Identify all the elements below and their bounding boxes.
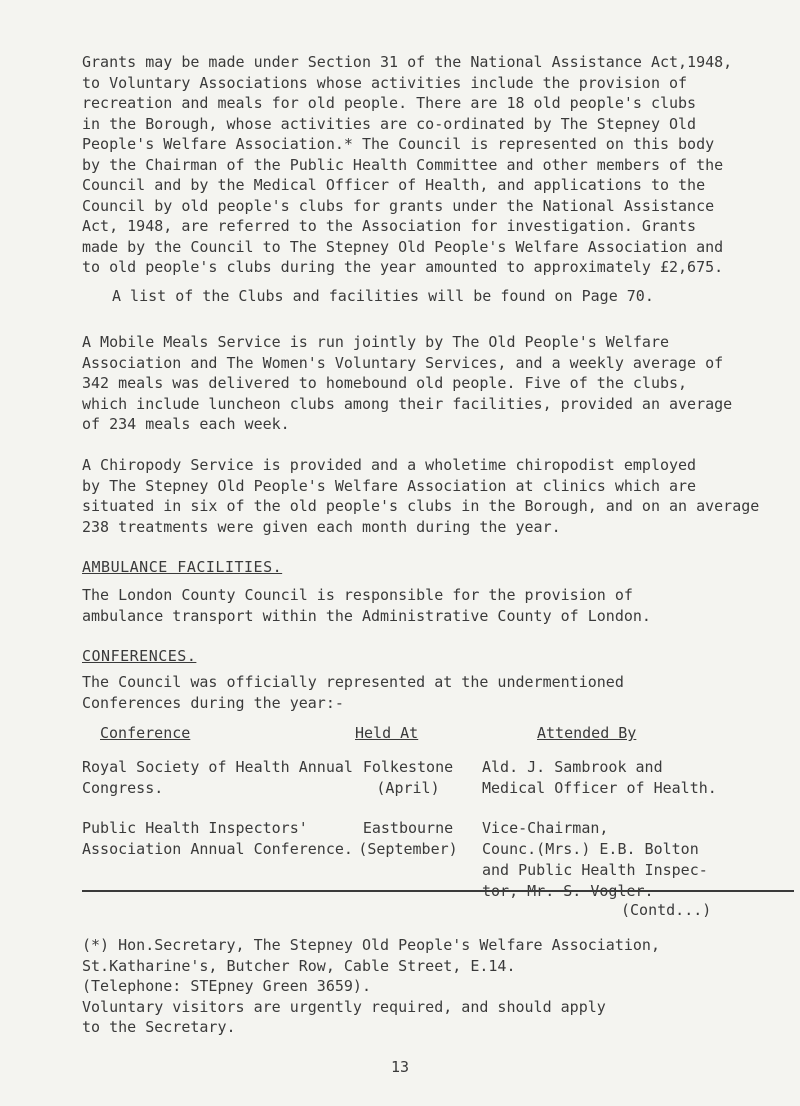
table-header-conference: Conference <box>100 724 191 742</box>
table-row-1-attended-by: Ald. J. Sambrook and Medical Officer of Health. <box>482 758 717 797</box>
conferences-intro <box>82 672 782 713</box>
table-row-2-held-at: Eastbourne (September) <box>358 819 458 858</box>
clubs-list-paragraph: A list of the Clubs and facilities will be found on Page 70. <box>112 287 654 305</box>
footnote: (*) Hon.Secretary, The Stepney Old People's Welfare Association, St.Katharine's, Butcher Row, Cable Street, E.14. (Telephone: STEpney Green 3659). Voluntary visitors are urgently required, and should apply to the Secretary. <box>82 936 660 1036</box>
ambulance-paragraph <box>82 585 782 626</box>
chiropody-paragraph <box>82 455 782 537</box>
table-header-held-at: Held At <box>355 724 419 742</box>
grants-paragraph: Grants may be made under Section 31 of the National Assistance Act,1948, to Voluntary Associations whose activities include the provision of recreation and meals for old people. There are 18 old people's clubs in the Borough, whose activities are co-ordinated by The Stepney Old People's Welfare Association.* The Council is represented on this body by the Chairman of the Public Health Committee and other members of the Council and by the Medical Officer of Health, and applications to the Council by old people's clubs for grants under the National Assistance Act, 1948, are referred to the Association for investigation. Grants made by the Council to The Stepney Old People's Welfare Association and to old people's clubs during the year amounted to approximately £2,675. <box>82 53 733 276</box>
table-row-1-conference: Royal Society of Health Annual Congress. <box>82 758 353 797</box>
ambulance-heading: AMBULANCE FACILITIES. <box>82 558 283 576</box>
table-row-2-conference: Public Health Inspectors' Association Annual Conference. <box>82 819 353 858</box>
continued-label: (Contd...) <box>621 901 712 919</box>
ambulance-text: The London County Council is responsible for the provision of ambulance transport within the Administrative County of London. <box>82 586 651 625</box>
mobile-meals-paragraph <box>82 332 782 435</box>
conferences-intro-text: The Council was officially represented at the undermentioned Conferences during the year:- <box>82 673 624 712</box>
table-header-attended-by: Attended By <box>537 724 637 742</box>
chiropody-text: A Chiropody Service is provided and a wholetime chiropodist employed by The Stepney Old People's Welfare Association at clinics which are situated in six of the old people's clubs in the Borough, and on an average 238 treatments were given each month during the year. <box>82 456 760 536</box>
conferences-heading: CONFERENCES. <box>82 647 197 665</box>
table-row-1-held-at: Folkestone (April) <box>362 758 454 797</box>
table-row-2-attended-by: Vice-Chairman, Counc.(Mrs.) E.B. Bolton and Public Health Inspec- tor, Mr. S. Vogler. <box>482 819 708 900</box>
page-number: 13 <box>390 1058 410 1076</box>
divider-rule <box>82 890 794 892</box>
mobile-meals-text: A Mobile Meals Service is run jointly by The Old People's Welfare Association and The Women's Voluntary Services, and a weekly average of 342 meals was delivered to homebound old people. Five of the clubs, which include luncheon clubs among their facilities, provided an average of 234 meals each week. <box>82 333 733 433</box>
